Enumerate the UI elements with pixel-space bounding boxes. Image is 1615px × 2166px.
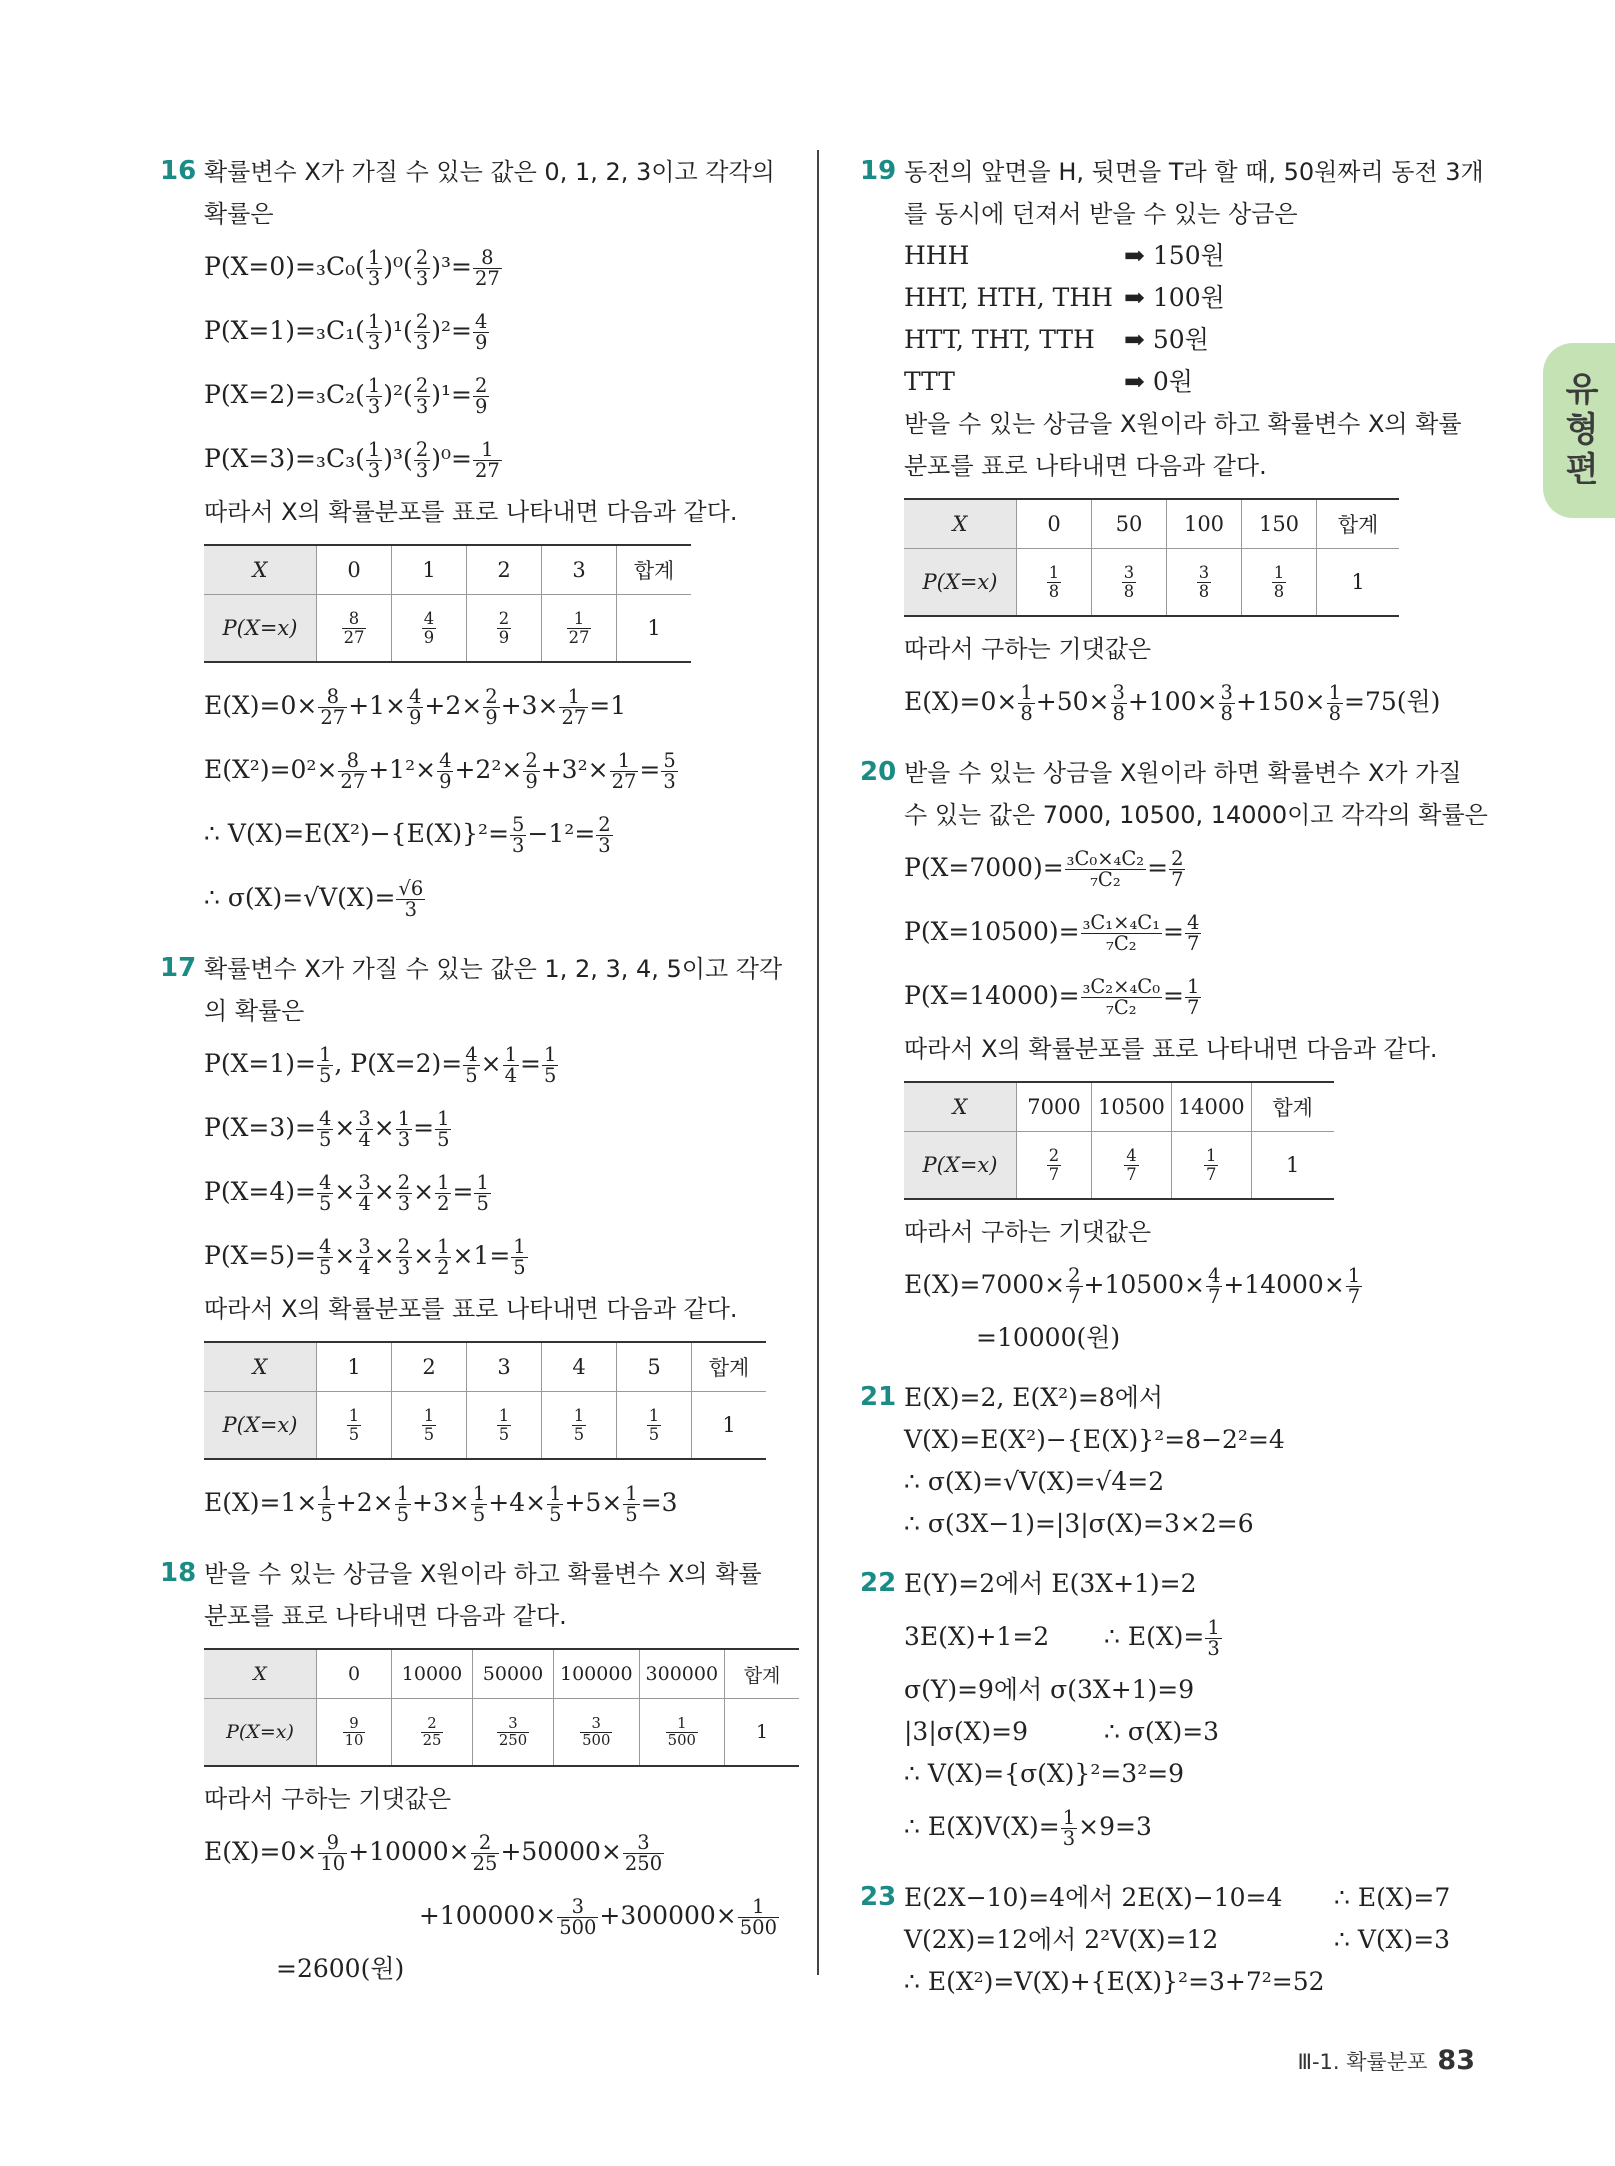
formula-line: V(X)=E(X²)−{E(X)}²=8−2²=4 [904,1425,1285,1454]
formula-p0: P(X=0)=₃C₀( $\frac{1}{3}$ )⁰( $\frac{2}{3}$ )³= $\frac{8}{27}$ [204,245,500,290]
formula-line: P(X=5)= $\frac{4}{5}$ × $\frac{3}{4}$ × $\frac{2}{3}$ × $\frac{1}{2}$ ×1= $\frac{1}{5}$ [204,1234,526,1279]
outcome-row: HTT, THT, TTH ➡ 50원 [904,325,1209,354]
formula-line: V(2X)=12에서 2²V(X)=12 ∴ V(X)=3 [904,1925,1451,1954]
formula-line: P(X=10500)= $\frac{\text{₃C₁×₄C₁}}{\text{₇C₂}}$ = $\frac{4}{7}$ [904,910,1200,955]
sigma-formula: ∴ σ(X)=√V(X)= $\frac{√6}{3}$ [204,876,424,921]
formula-line: |3|σ(X)=9 ∴ σ(X)=3 [904,1717,1220,1746]
formula-line: 3E(X)+1=2 ∴ E(X)= $\frac{1}{3}$ [904,1615,1220,1660]
expectation-formula: E(X)=0× $\frac{8}{27}$ +1× $\frac{4}{9}$ +2× $\frac{2}{9}$ +3× $\frac{1}{27}$ =1 [204,684,627,729]
formula-line: ∴ σ(X)=√V(X)=√4=2 [904,1467,1165,1496]
expectation-formula: E(X)=0× $\frac{1}{8}$ +50× $\frac{3}{8}$ +100× $\frac{3}{8}$ +150× $\frac{1}{8}$ =75(원) [904,680,1441,725]
formula-p1: P(X=1)=₃C₁( $\frac{1}{3}$ )¹( $\frac{2}{3}$ )²= $\frac{4}{9}$ [204,309,488,354]
outcome-row: TTT ➡ 0원 [904,367,1193,396]
expectation-formula: E(X)=0× $\frac{9}{10}$ +10000× $\frac{2}{25}$ +50000× $\frac{3}{250}$ [204,1830,663,1875]
formula-line: P(X=3)= $\frac{4}{5}$ × $\frac{3}{4}$ × $\frac{1}{3}$ = $\frac{1}{5}$ [204,1106,450,1151]
distribution-table: X 1 2 3 4 5 합계 P(X=x) $\frac{1}{5}$ $\frac{1}{5}$ $\frac{1}{5}$ $\frac{1}{5}$ $\frac{1}{5}$ 1 [204,1341,766,1460]
outcome-row: HHH ➡ 150원 [904,241,1225,270]
intro-text: 확률은 [204,200,274,228]
expectation-formula: E(X)=1× $\frac{1}{5}$ +2× $\frac{1}{5}$ +3× $\frac{1}{5}$ +4× $\frac{1}{5}$ +5× $\frac{1}{5}$ =3 [204,1481,678,1526]
solution-19 [860,152,1485,733]
page-footer [1298,2045,1476,2076]
solution-20 [860,753,1488,1358]
outcome-row: HHT, HTH, THH ➡ 100원 [904,283,1225,312]
section-side-tab [1543,343,1615,518]
conclusion-text: 따라서 X의 확률분포를 표로 나타내면 다음과 같다. [204,1295,738,1323]
footer-section: Ⅲ-1. 확률분포 [1297,2050,1428,2074]
formula-line: ∴ E(X²)=V(X)+{E(X)}²=3+7²=52 [904,1967,1325,1996]
distribution-table: X 7000 10500 14000 합계 P(X=x) $\frac{2}{7}$ $\frac{4}{7}$ $\frac{1}{7}$ 1 [904,1081,1334,1200]
problem-number: 16 [160,156,197,186]
body-text: 분포를 표로 나타내면 다음과 같다. [904,452,1267,480]
formula-line: ∴ E(X)V(X)= $\frac{1}{3}$ ×9=3 [904,1805,1152,1850]
problem-number: 22 [860,1568,897,1598]
intro-text: 확률변수 X가 가질 수 있는 값은 1, 2, 3, 4, 5이고 각각 [204,955,783,983]
intro-text: 를 동시에 던져서 받을 수 있는 상금은 [904,200,1298,228]
expectation-intro: 따라서 구하는 기댓값은 [204,1785,452,1813]
intro-text: 수 있는 값은 7000, 10500, 14000이고 각각의 확률은 [904,801,1488,829]
formula-line: E(X)=2, E(X²)=8에서 [904,1383,1164,1412]
expectation-intro: 따라서 구하는 기댓값은 [904,1218,1152,1246]
solution-17 [160,949,783,1534]
expectation-result: =2600(원) [276,1954,405,1983]
variance-formula: ∴ V(X)=E(X²)−{E(X)}²= $\frac{5}{3}$ −1²= $\frac{2}{3}$ [204,812,611,857]
distribution-table: X 0 50 100 150 합계 P(X=x) $\frac{1}{8}$ $\frac{3}{8}$ $\frac{3}{8}$ $\frac{1}{8}$ 1 [904,498,1399,617]
intro-text: 분포를 표로 나타내면 다음과 같다. [204,1602,567,1630]
problem-number: 21 [860,1382,897,1412]
formula-line: P(X=1)= $\frac{1}{5}$ , P(X=2)= $\frac{4}{5}$ × $\frac{1}{4}$ = $\frac{1}{5}$ [204,1042,557,1087]
problem-number: 18 [160,1558,197,1588]
expectation-square-formula: E(X²)=0²× $\frac{8}{27}$ +1²× $\frac{4}{9}$ +2²× $\frac{2}{9}$ +3²× $\frac{1}{27}$ = $\frac{5}{3}$ [204,748,676,793]
distribution-table: X 0 1 2 3 합계 P(X=x) $\frac{8}{27}$ $\frac{4}{9}$ $\frac{2}{9}$ $\frac{1}{27}$ 1 [204,544,691,663]
expectation-formula-cont: +100000× $\frac{3}{500}$ +300000× $\frac{1}{500}$ [418,1894,777,1939]
intro-text: 받을 수 있는 상금을 X원이라 하고 확률변수 X의 확률 [204,1560,762,1588]
problem-number: 17 [160,953,197,983]
formula-line: ∴ σ(3X−1)=|3|σ(X)=3×2=6 [904,1509,1254,1538]
formula-line: σ(Y)=9에서 σ(3X+1)=9 [904,1675,1195,1704]
conclusion-text: 따라서 X의 확률분포를 표로 나타내면 다음과 같다. [204,498,738,526]
side-tab-label: 유형편 [1558,370,1599,491]
expectation-result: =10000(원) [976,1323,1121,1352]
formula-line: E(Y)=2에서 E(3X+1)=2 [904,1569,1197,1598]
expectation-formula: E(X)=7000× $\frac{2}{7}$ +10500× $\frac{4}{7}$ +14000× $\frac{1}{7}$ [904,1263,1361,1308]
column-divider [817,150,819,1975]
formula-line: ∴ V(X)={σ(X)}²=3²=9 [904,1759,1185,1788]
formula-p2: P(X=2)=₃C₂( $\frac{1}{3}$ )²( $\frac{2}{3}$ )¹= $\frac{2}{9}$ [204,373,488,418]
formula-line: P(X=14000)= $\frac{\text{₃C₂×₄C₀}}{\text{₇C₂}}$ = $\frac{1}{7}$ [904,974,1200,1019]
problem-number: 23 [860,1882,897,1912]
formula-line: E(2X−10)=4에서 2E(X)−10=4 ∴ E(X)=7 [904,1883,1451,1912]
solution-22 [860,1564,1485,1858]
left-column [160,150,783,2009]
problem-number: 20 [860,757,897,787]
formula-p3: P(X=3)=₃C₃( $\frac{1}{3}$ )³( $\frac{2}{3}$ )⁰= $\frac{1}{27}$ [204,437,500,482]
solution-18 [160,1554,780,1989]
conclusion-text: 따라서 X의 확률분포를 표로 나타내면 다음과 같다. [904,1035,1438,1063]
intro-text: 받을 수 있는 상금을 X원이라 하면 확률변수 X가 가질 [904,759,1462,787]
problem-number: 19 [860,156,897,186]
formula-line: P(X=7000)= $\frac{\text{₃C₀×₄C₂}}{\text{₇C₂}}$ = $\frac{2}{7}$ [904,846,1184,891]
distribution-table: X 0 10000 50000 100000 300000 합계 P(X=x) $\frac{9}{10}$ $\frac{2}{25}$ $\frac{3}{250}$ $\frac{3}{500}$ $\frac{1}{500}$ 1 [204,1648,799,1767]
intro-text: 확률변수 X가 가질 수 있는 값은 0, 1, 2, 3이고 각각의 [204,158,775,186]
intro-text: 동전의 앞면을 H, 뒷면을 T라 할 때, 50원짜리 동전 3개 [904,158,1484,186]
solution-21 [860,1378,1485,1544]
page-number: 83 [1437,2045,1475,2076]
solution-16 [160,152,780,929]
right-column [860,150,1488,2022]
solution-23 [860,1878,1485,2002]
expectation-intro: 따라서 구하는 기댓값은 [904,635,1152,663]
body-text: 받을 수 있는 상금을 X원이라 하고 확률변수 X의 확률 [904,410,1462,438]
formula-line: P(X=4)= $\frac{4}{5}$ × $\frac{3}{4}$ × $\frac{2}{3}$ × $\frac{1}{2}$ = $\frac{1}{5}$ [204,1170,489,1215]
intro-text: 의 확률은 [204,997,305,1025]
